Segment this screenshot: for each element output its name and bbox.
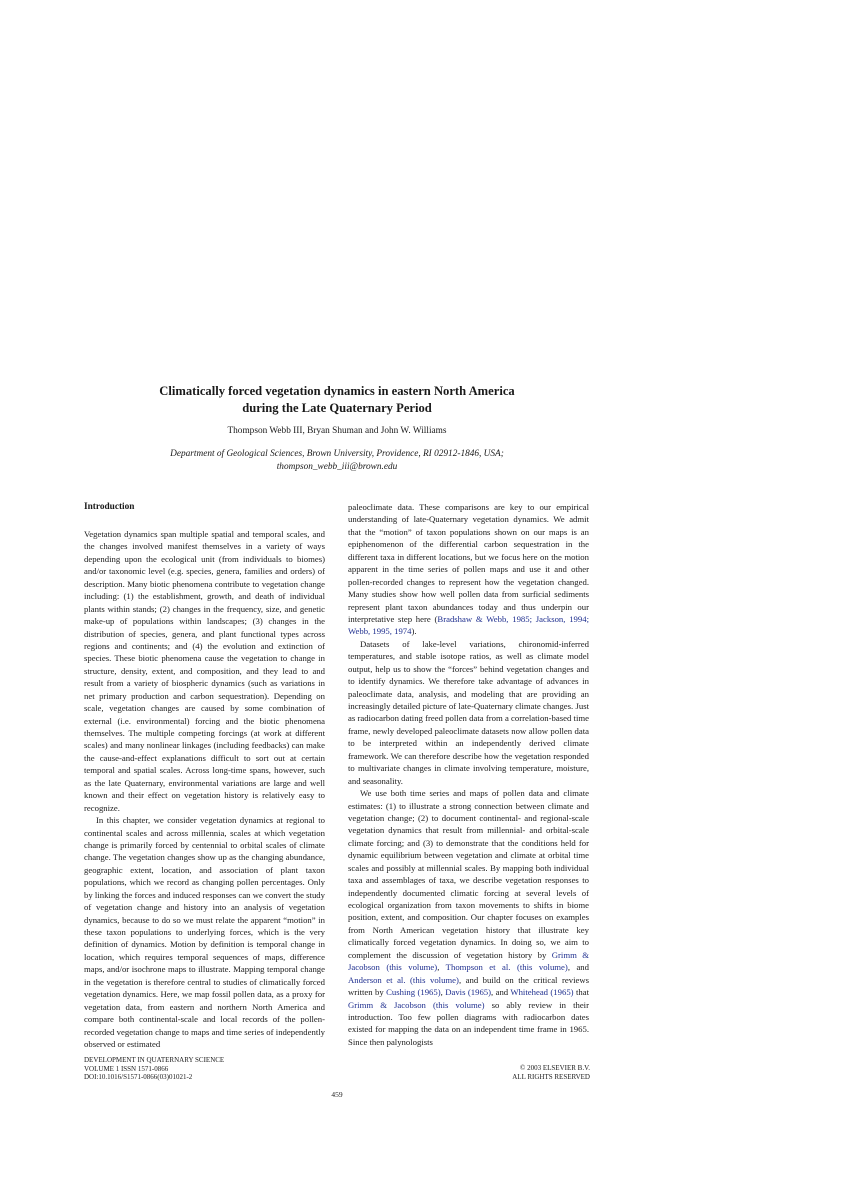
section-heading: Introduction — [84, 502, 135, 512]
text-run: , and — [491, 987, 511, 998]
rights-notice: ALL RIGHTS RESERVED — [512, 1072, 590, 1081]
citation-link[interactable]: Cushing (1965) — [386, 987, 441, 998]
volume-issn: VOLUME 1 ISSN 1571-0866 — [84, 1064, 169, 1073]
paragraph-5 — [348, 787, 589, 1048]
text-run: ). — [411, 626, 417, 637]
text-run: , — [440, 987, 446, 998]
affiliation-address: Department of Geological Sciences, Brown University, Providence, RI 02912-1846, USA; — [170, 449, 504, 459]
paragraph-4: Datasets of lake-level variations, chironomid-inferred temperatures, and stable isotope ratios, as well as climate model output, help us to show the “forces” behind vegetation changes and to identify dynamics. We therefore take advantage of advances in paleoclimate data, analysis, and modeling that are providing an increasingly detailed picture of late-Quaternary climate changes. Just as radiocarbon dating freed pollen data from a correlation-based time frame, newly developed paleoclimate datasets now allow pollen data to be interpreted within an independently derived climate framework. We can therefore describe how the vegetation responded to multivariate changes in climate involving temperature, moisture, and seasonality. — [348, 638, 589, 786]
citation-link[interactable]: Bradshaw & Webb, 1985; Jackson, 1994; Webb, 1995, 1974 — [348, 613, 589, 637]
right-column — [348, 501, 589, 1048]
text-run: We use both time series and maps of pollen data and climate estimates: (1) to illustrate a strong connection between climate and vegetation change; (2) to document continental- and regional-scale vegetation dynamics that result from millennial- and orbital-scale climate forcing; and (3) to demonstrate that the conditions held for dynamic equilibrium between vegetation and climate at orbital time scales and possibly at millennial scales. By mapping both individual taxa and assemblages of taxa, we describe vegetation responses to independently documented climatic forcing at several levels of ecological organization from taxon movements to shifts in biome position, extent, and composition. Our chapter focuses on examples from North American vegetation history that illustrate key climatically forced vegetation dynamics. In doing so, we aim to complement the discussion of vegetation history by — [348, 788, 589, 960]
text-run: that — [573, 987, 590, 998]
text-run: , — [437, 962, 446, 973]
text-run: paleoclimate data. These comparisons are key to our empirical understanding of late-Quaternary vegetation dynamics. We admit that the “motion” of taxon populations shown on our maps is an epiphenomenon of the differential carbon sequestration in the different taxa in different locations, but we focus here on the motion apparent in the time series of pollen maps and use it and other pollen-recorded changes to represent how the vegetation changed. Many studies show how well pollen data from surficial sediments represent plant taxon abundances today and thus underpin our interpretative step here ( — [348, 502, 589, 624]
title-line-1: Climatically forced vegetation dynamics in eastern North America — [159, 384, 515, 398]
footer-copyright — [390, 1064, 590, 1081]
citation-link[interactable]: Davis (1965) — [445, 987, 492, 998]
footer-publication-info — [84, 1056, 224, 1082]
article-title — [84, 383, 590, 417]
page-number: 459 — [331, 1090, 343, 1099]
paragraph-3 — [348, 501, 589, 638]
citation-link[interactable]: Grimm & Jacobson (this volume) — [348, 949, 589, 973]
author-list: Thompson Webb III, Bryan Shuman and John W. Williams — [227, 426, 447, 436]
left-column — [84, 501, 325, 1050]
paragraph-2: In this chapter, we consider vegetation dynamics at regional to continental scales and across millennia, scales at which vegetation change is primarily forced by centennial to orbital scales of climate change. The vegetation changes show up as the changing abundance, geographic extent, location, and association of plant taxon populations, which we record as changing pollen percentages. Only by linking the forces and induced responses can we convert the study of vegetation change and history into an analysis of vegetation dynamics, because to do so we must relate the apparent “motion” in these taxon populations to underlying forces, which is the very definition of dynamics. Motion by definition is temporal change in location, which requires temporal sequences of maps, difference maps, and/or isochrone maps to illustrate. Mapping temporal change in the vegetation is therefore central to studies of climatically forced vegetation dynamics. Here, we map fossil pollen data, as a proxy for vegetation data, from eastern and northern North America and compare both continental-scale and local records of the pollen-recorded vegetation change to maps and time series of independently observed or estimated — [84, 815, 325, 1049]
text-run: so ably review in their introduction. Too few pollen diagrams with radiocarbon dates existed for mapping the data on an independent time frame in 1965. Since then palynologists — [348, 999, 589, 1047]
affiliation — [84, 448, 590, 473]
series-name: DEVELOPMENT IN QUATERNARY SCIENCE — [84, 1056, 225, 1064]
author-email[interactable]: thompson_webb_iii@brown.edu — [276, 461, 398, 472]
doi: DOI:10.1016/S1571-0866(03)01021-2 — [84, 1073, 193, 1082]
citation-link[interactable]: Anderson et al. (this volume) — [348, 974, 459, 985]
copyright-notice: © 2003 ELSEVIER B.V. — [520, 1064, 590, 1072]
paragraph-1: Vegetation dynamics span multiple spatial and temporal scales, and the changes involved manifest themselves in a variety of ways depending upon the ecological unit (from individuals to biomes) and/or taxonomic level (e.g. species, genera, families and orders) of description. Many biotic phenomena contribute to vegetation change including: (1) the establishment, growth, and death of individual plants within stands; (2) changes in the frequency, size, and genetic make-up of populations within landscapes; (3) changes in the distribution of species, genera, and plant functional types across regions and continents; and (4) the evolution and extinction of species. These biotic phenomena cause the vegetation to change in structure, density, extent, and composition, and they lead to and result from a variety of biospheric dynamics (such as variations in net primary production and carbon sequestration). Depending on scale, vegetation changes are caused by some combination of external (i.e. environmental) forcing and the biotic phenomena themselves. The multiple competing forcings (at work at different scales) and many nonlinear linkages (including feedbacks) can make the cause-and-effect explanations difficult to sort out at certain temporal and spatial scales. Across long-time spans, however, such as the late Quaternary, environmental variations are large and well known and their effect on vegetation history is relatively easy to recognize. — [84, 529, 325, 813]
text-run: , and — [567, 962, 589, 973]
title-line-2: during the Late Quaternary Period — [242, 401, 432, 415]
citation-link[interactable]: Thompson et al. (this volume) — [445, 962, 568, 973]
citation-link[interactable]: Whitehead (1965) — [510, 987, 574, 998]
text-run: , and build on the critical reviews written by — [348, 974, 590, 998]
citation-link[interactable]: Grimm & Jacobson (this volume) — [348, 999, 485, 1010]
